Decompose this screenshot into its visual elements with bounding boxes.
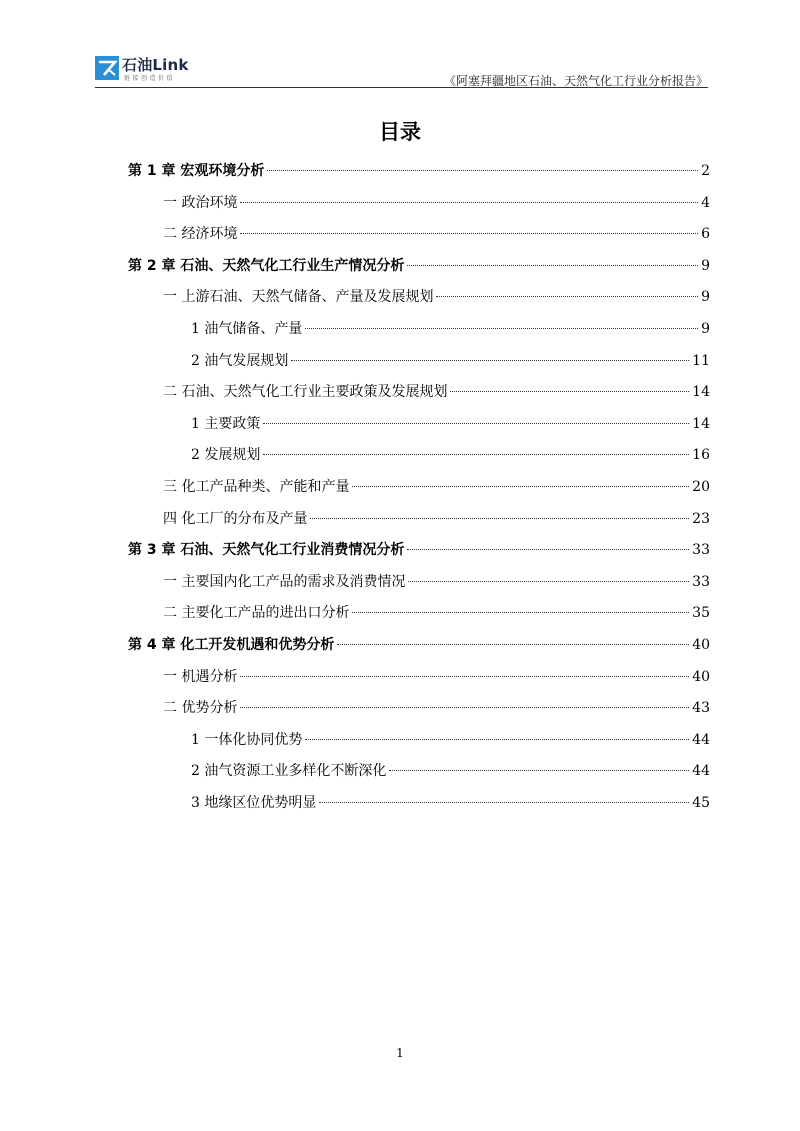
- header-divider: [95, 87, 708, 88]
- toc-dot-leader: [408, 581, 689, 582]
- toc-entry-label: 二 经济环境: [163, 226, 238, 243]
- toc-entry-page: 40: [692, 636, 710, 653]
- toc-entry-page: 9: [701, 320, 710, 337]
- toc-entry-label: 2 发展规划: [191, 447, 261, 464]
- toc-dot-leader: [305, 328, 698, 329]
- toc-entry-page: 40: [692, 668, 710, 685]
- toc-entry-label: 第 4 章 化工开发机遇和优势分析: [128, 636, 335, 653]
- toc-dot-leader: [352, 612, 689, 613]
- toc-entry-page: 20: [692, 478, 710, 495]
- toc-entry[interactable]: [128, 567, 710, 599]
- toc-dot-leader: [319, 802, 689, 803]
- toc-entry-page: 23: [692, 510, 710, 527]
- toc-entry[interactable]: [128, 472, 710, 504]
- toc-dot-leader: [407, 549, 689, 550]
- toc-dot-leader: [352, 486, 689, 487]
- toc-entry[interactable]: [128, 346, 710, 378]
- toc-dot-leader: [436, 296, 698, 297]
- toc-entry-label: 1 油气储备、产量: [191, 320, 303, 337]
- toc-entry[interactable]: [128, 156, 710, 188]
- toc-entry-label: 1 一体化协同优势: [191, 731, 303, 748]
- toc-dot-leader: [240, 707, 689, 708]
- toc-entry-label: 3 地缘区位优势明显: [191, 794, 317, 811]
- page-number: 1: [396, 1046, 404, 1060]
- toc-dot-leader: [407, 265, 698, 266]
- logo-icon: [95, 56, 119, 80]
- toc-dot-leader: [305, 739, 689, 740]
- toc-entry[interactable]: [128, 188, 710, 220]
- toc-entry[interactable]: [128, 409, 710, 441]
- toc-entry-page: 11: [692, 352, 710, 369]
- table-of-contents: [128, 156, 710, 819]
- toc-entry[interactable]: [128, 535, 710, 567]
- toc-entry-label: 三 化工产品种类、产能和产量: [163, 478, 350, 495]
- toc-dot-leader: [310, 518, 689, 519]
- toc-entry-label: 二 石油、天然气化工行业主要政策及发展规划: [163, 384, 448, 401]
- toc-entry[interactable]: [128, 788, 710, 820]
- toc-entry[interactable]: [128, 504, 710, 536]
- toc-entry-label: 一 上游石油、天然气储备、产量及发展规划: [163, 289, 434, 306]
- toc-dot-leader: [263, 423, 689, 424]
- toc-dot-leader: [291, 360, 689, 361]
- toc-entry-label: 一 主要国内化工产品的需求及消费情况: [163, 573, 406, 590]
- toc-entry[interactable]: [128, 693, 710, 725]
- toc-entry-page: 45: [692, 794, 710, 811]
- toc-entry-label: 2 油气发展规划: [191, 352, 289, 369]
- toc-entry-label: 一 政治环境: [163, 194, 238, 211]
- toc-entry-label: 第 3 章 石油、天然气化工行业消费情况分析: [128, 542, 405, 559]
- toc-dot-leader: [450, 391, 689, 392]
- logo-text: 石油Link: [122, 56, 189, 74]
- toc-entry-page: 43: [692, 700, 710, 717]
- toc-dot-leader: [337, 644, 689, 645]
- toc-entry-page: 14: [692, 415, 710, 432]
- toc-entry-page: 9: [701, 257, 710, 274]
- toc-entry[interactable]: [128, 630, 710, 662]
- toc-entry-label: 二 主要化工产品的进出口分析: [163, 605, 350, 622]
- toc-entry-label: 四 化工厂的分布及产量: [163, 510, 308, 527]
- toc-dot-leader: [240, 233, 698, 234]
- toc-entry-page: 9: [701, 289, 710, 306]
- toc-entry[interactable]: [128, 219, 710, 251]
- toc-entry[interactable]: [128, 598, 710, 630]
- toc-entry[interactable]: [128, 662, 710, 694]
- toc-entry-page: 33: [692, 573, 710, 590]
- toc-entry-page: 44: [692, 763, 710, 780]
- toc-entry-page: 14: [692, 384, 710, 401]
- toc-dot-leader: [389, 770, 689, 771]
- toc-entry-page: 2: [701, 163, 710, 179]
- toc-entry[interactable]: [128, 282, 710, 314]
- page-header: [95, 52, 708, 88]
- toc-dot-leader: [267, 170, 698, 171]
- header-document-title: 《阿塞拜疆地区石油、天然气化工行业分析报告》: [443, 74, 708, 88]
- toc-entry-label: 二 优势分析: [163, 700, 238, 717]
- toc-title: 目录: [379, 120, 421, 144]
- toc-entry[interactable]: [128, 725, 710, 757]
- toc-entry-page: 33: [692, 542, 710, 559]
- toc-entry-page: 16: [692, 447, 710, 464]
- logo-slogan: 链接创造价值: [124, 75, 176, 82]
- toc-entry-label: 第 1 章 宏观环境分析: [128, 163, 265, 179]
- toc-entry[interactable]: [128, 251, 710, 283]
- toc-entry[interactable]: [128, 377, 710, 409]
- toc-entry-page: 35: [692, 605, 710, 622]
- toc-entry-label: 一 机遇分析: [163, 668, 238, 685]
- toc-entry-label: 第 2 章 石油、天然气化工行业生产情况分析: [128, 257, 405, 274]
- toc-dot-leader: [263, 454, 689, 455]
- toc-entry[interactable]: [128, 314, 710, 346]
- toc-dot-leader: [240, 676, 689, 677]
- toc-entry[interactable]: [128, 756, 710, 788]
- toc-entry-page: 44: [692, 731, 710, 748]
- toc-entry-label: 1 主要政策: [191, 415, 261, 432]
- toc-entry-page: 6: [701, 226, 710, 243]
- toc-dot-leader: [240, 202, 698, 203]
- toc-entry-page: 4: [701, 194, 710, 211]
- toc-entry[interactable]: [128, 440, 710, 472]
- logo: [95, 52, 205, 86]
- toc-entry-label: 2 油气资源工业多样化不断深化: [191, 763, 387, 780]
